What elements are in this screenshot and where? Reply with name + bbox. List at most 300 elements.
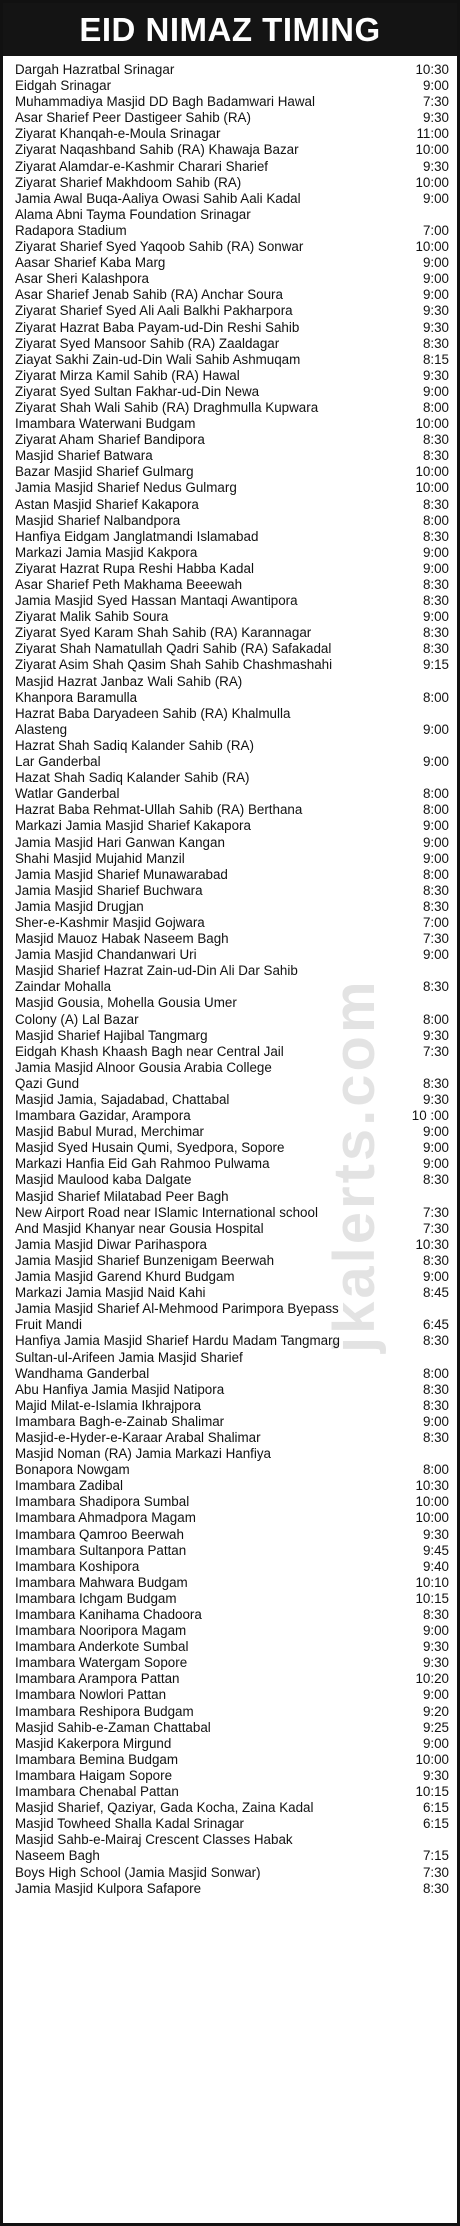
prayer-time: 9:00 — [422, 383, 449, 399]
prayer-time: 8:30 — [422, 335, 449, 351]
timing-row — [15, 754, 449, 770]
prayer-time: 10 :00 — [411, 1108, 449, 1124]
timing-row — [15, 770, 449, 786]
venue-name: Alasteng — [15, 721, 68, 737]
timing-row — [15, 432, 449, 448]
venue-name: Asar Sheri Kalashpora — [15, 271, 149, 287]
timing-row — [15, 1865, 449, 1881]
timing-row — [15, 384, 449, 400]
prayer-time: 9:00 — [422, 190, 449, 206]
timing-row — [15, 1028, 449, 1044]
venue-name: Masjid-e-Hyder-e-Karaar Arabal Shalimar — [15, 1429, 261, 1445]
timing-row — [15, 448, 449, 464]
venue-name: Masjid Sharief Nalbandpora — [15, 512, 181, 528]
prayer-time: 8:30 — [422, 1880, 449, 1896]
prayer-time: 10:30 — [415, 62, 449, 77]
venue-name: Zaindar Mohalla — [15, 979, 112, 995]
venue-name: Jamia Masjid Sharief Munawarabad — [15, 866, 228, 882]
timing-row — [15, 1333, 449, 1349]
timing-row — [15, 1704, 449, 1720]
timing-row — [15, 1623, 449, 1639]
prayer-time: 9:30 — [422, 1092, 449, 1107]
prayer-time: 8:00 — [422, 866, 449, 882]
venue-name: Ziyarat Asim Shah Qasim Shah Sahib Chashmashahi — [15, 657, 333, 673]
venue-name: Ziyarat Shah Wali Sahib (RA) Draghmulla Kupwara — [15, 399, 319, 415]
timing-row — [15, 1559, 449, 1575]
timing-row — [15, 1832, 449, 1848]
venue-name: Jamia Awal Buqa-Aaliya Owasi Sahib Aali Kadal — [15, 190, 301, 206]
venue-name: Bazar Masjid Sharief Gulmarg — [15, 464, 194, 480]
venue-name: Hazrat Baba Rehmat-Ullah Sahib (RA) Berthana — [15, 802, 303, 818]
timing-row — [15, 1350, 449, 1366]
prayer-time: 8:00 — [422, 1365, 449, 1381]
prayer-time: 9:30 — [422, 158, 449, 174]
timing-row — [15, 1140, 449, 1156]
prayer-time: 7:00 — [422, 222, 449, 238]
prayer-time: 10:00 — [415, 174, 449, 190]
timing-row — [15, 416, 449, 432]
prayer-time: 10:15 — [415, 1590, 449, 1606]
prayer-time: 9:00 — [422, 721, 449, 737]
venue-name: Hanfiya Eidgam Janglatmandi Islamabad — [15, 528, 259, 544]
prayer-time: 6:15 — [422, 1800, 449, 1816]
timing-row — [15, 1881, 449, 1897]
timing-row — [15, 1221, 449, 1237]
timing-row — [15, 159, 449, 175]
venue-name: Imambara Watergam Sopore — [15, 1655, 188, 1671]
prayer-time: 9:00 — [422, 78, 449, 94]
timing-row — [15, 191, 449, 207]
prayer-time: 9:00 — [422, 754, 449, 770]
prayer-time: 9:00 — [422, 834, 449, 850]
timing-row — [15, 1012, 449, 1028]
venue-name: Naseem Bagh — [15, 1848, 100, 1864]
venue-name: Imambara Arampora Pattan — [15, 1671, 180, 1687]
venue-name: Dargah Hazratbal Srinagar — [15, 62, 175, 77]
timing-row — [15, 1156, 449, 1172]
prayer-time: 10:00 — [415, 1510, 449, 1526]
prayer-time: 8:30 — [422, 432, 449, 448]
prayer-time: 9:00 — [422, 255, 449, 271]
prayer-time: 8:30 — [422, 898, 449, 914]
prayer-time: 10:00 — [415, 1751, 449, 1767]
timing-row — [15, 1527, 449, 1543]
venue-name: Imambara Ichgam Budgam — [15, 1590, 177, 1606]
timing-row — [15, 657, 449, 673]
timing-row — [15, 336, 449, 352]
timing-row — [15, 1478, 449, 1494]
timing-row — [15, 1510, 449, 1526]
timing-row — [15, 1607, 449, 1623]
prayer-time: 9:40 — [422, 1558, 449, 1574]
venue-name: Hanfiya Jamia Masjid Sharief Hardu Madam Tangmarg — [15, 1333, 340, 1349]
timing-row — [15, 1124, 449, 1140]
venue-name: Imambara Koshipora — [15, 1558, 140, 1574]
prayer-time: 10:00 — [415, 142, 449, 158]
prayer-time: 10:15 — [415, 1784, 449, 1800]
watermark: jkalerts.com — [322, 978, 387, 1353]
venue-name: Jamia Masjid Kulpora Safapore — [15, 1880, 202, 1896]
prayer-time: 9:30 — [422, 1639, 449, 1655]
timing-row — [15, 1398, 449, 1414]
timing-row — [15, 1639, 449, 1655]
timing-row — [15, 722, 449, 738]
timing-row — [15, 352, 449, 368]
timing-row — [15, 1687, 449, 1703]
venue-name: Ziyarat Khanqah-e-Moula Srinagar — [15, 126, 221, 142]
prayer-time: 11:00 — [416, 126, 449, 142]
timing-row — [15, 1462, 449, 1478]
prayer-time: 7:30 — [422, 1220, 449, 1236]
timing-row — [15, 1044, 449, 1060]
prayer-time: 7:00 — [422, 914, 449, 930]
prayer-time: 10:00 — [415, 1494, 449, 1510]
venue-name: Masjid Sharief Hazrat Zain-ud-Din Ali Dar Sahib — [15, 963, 298, 979]
venue-name: Jamia Masjid Syed Hassan Mantaqi Awantipora — [15, 593, 298, 609]
venue-name: Jamia Masjid Hari Ganwan Kangan — [15, 834, 225, 850]
venue-name: Markazi Jamia Masjid Sharief Kakapora — [15, 818, 251, 834]
prayer-time: 8:30 — [422, 882, 449, 898]
prayer-time: 9:00 — [422, 560, 449, 576]
prayer-time: 9:00 — [422, 1687, 449, 1703]
venue-name: Abu Hanfiya Jamia Masjid Natipora — [15, 1381, 225, 1397]
prayer-time: 8:00 — [422, 1462, 449, 1478]
venue-name: Jamia Masjid Diwar Parihaspora — [15, 1236, 208, 1252]
venue-name: Radapora Stadium — [15, 222, 127, 238]
venue-name: Ziyarat Alamdar-e-Kashmir Charari Sharief — [15, 158, 269, 174]
venue-name: Masjid Sahib-e-Zaman Chattabal — [15, 1719, 211, 1735]
prayer-time: 8:30 — [422, 1333, 449, 1349]
prayer-time: 8:30 — [422, 1381, 449, 1397]
timing-row — [15, 1494, 449, 1510]
timing-row — [15, 126, 449, 142]
timing-row — [15, 239, 449, 255]
prayer-time: 8:30 — [422, 1607, 449, 1622]
venue-name: Majid Milat-e-Islamia Ikhrajpora — [15, 1397, 202, 1413]
venue-name: New Airport Road near ISlamic International school — [15, 1204, 318, 1220]
venue-name: Jamia Masjid Chandanwari Uri — [15, 947, 197, 963]
prayer-time: 9:30 — [422, 303, 449, 319]
prayer-time: 6:15 — [422, 1816, 449, 1832]
venue-name: Ziyarat Aham Sharief Bandipora — [15, 432, 205, 448]
prayer-time: 9:00 — [422, 1269, 449, 1285]
prayer-time: 8:30 — [422, 496, 449, 512]
venue-name: Boys High School (Jamia Masjid Sonwar) — [15, 1864, 261, 1880]
prayer-time: 10:10 — [415, 1574, 449, 1590]
venue-name: Masjid Kakerpora Mirgund — [15, 1735, 172, 1751]
venue-name: Masjid Sharief Hajibal Tangmarg — [15, 1027, 208, 1043]
venue-name: Qazi Gund — [15, 1075, 80, 1091]
timing-row — [15, 1671, 449, 1687]
venue-name: Markazi Hanfia Eid Gah Rahmoo Pulwama — [15, 1156, 270, 1172]
timing-row — [15, 1736, 449, 1752]
prayer-time: 7:30 — [422, 1043, 449, 1059]
prayer-time: 9:15 — [422, 657, 449, 673]
venue-name: Imambara Bagh-e-Zainab Shalimar — [15, 1413, 225, 1429]
venue-name: Asar Sharief Jenab Sahib (RA) Anchar Soura — [15, 287, 283, 303]
venue-name: Ziyarat Shah Namatullah Qadri Sahib (RA) Safakadal — [15, 641, 332, 657]
venue-name: Masjid Sahb-e-Mairaj Crescent Classes Habak — [15, 1832, 293, 1848]
timing-row — [15, 1800, 449, 1816]
venue-name: Masjid Babul Murad, Merchimar — [15, 1124, 205, 1140]
prayer-time: 6:45 — [422, 1317, 449, 1333]
venue-name: Jamia Masjid Sharief Al-Mehmood Parimpora Byepass — [15, 1301, 339, 1317]
timing-row — [15, 529, 449, 545]
timing-row — [15, 915, 449, 931]
timing-row — [15, 1285, 449, 1301]
timing-row — [15, 561, 449, 577]
timing-row — [15, 786, 449, 802]
prayer-time: 8:30 — [422, 577, 449, 592]
prayer-time: 8:30 — [422, 1429, 449, 1445]
venue-name: Ziayat Sakhi Zain-ud-Din Wali Sahib Ashmuqam — [15, 351, 301, 367]
venue-name: Markazi Jamia Masjid Naid Kahi — [15, 1285, 206, 1301]
prayer-time: 8:30 — [422, 1172, 449, 1188]
venue-name: Ziyarat Syed Sultan Fakhar-ud-Din Newa — [15, 383, 260, 399]
timing-row — [15, 641, 449, 657]
prayer-time: 8:15 — [422, 351, 449, 367]
timing-row — [15, 287, 449, 303]
venue-name: Wandhama Ganderbal — [15, 1365, 150, 1381]
prayer-time: 10:00 — [415, 464, 449, 480]
venue-name: Ziyarat Sharief Syed Ali Aali Balkhi Pakharpora — [15, 303, 293, 319]
venue-name: Hazat Shah Sadiq Kalander Sahib (RA) — [15, 770, 250, 786]
timing-row — [15, 706, 449, 722]
venue-name: Masjid Towheed Shalla Kadal Srinagar — [15, 1816, 245, 1832]
venue-name: Ziyarat Hazrat Baba Payam-ud-Din Reshi Sahib — [15, 319, 300, 335]
venue-name: Asar Sharief Peth Makhama Beeewah — [15, 577, 243, 592]
venue-name: Lar Ganderbal — [15, 754, 101, 770]
timing-row — [15, 963, 449, 979]
venue-name: Alama Abni Tayma Foundation Srinagar — [15, 206, 251, 222]
venue-name: Ziyarat Malik Sahib Soura — [15, 609, 169, 625]
timing-row — [15, 1269, 449, 1285]
timing-row — [15, 320, 449, 336]
timing-row — [15, 1430, 449, 1446]
prayer-time: 9:30 — [422, 367, 449, 383]
venue-name: Hazrat Baba Daryadeen Sahib (RA) Khalmulla — [15, 705, 291, 721]
timing-row — [15, 464, 449, 480]
venue-name: Jamia Masjid Sharief Bunzenigam Beerwah — [15, 1252, 275, 1268]
prayer-time: 9:00 — [422, 1140, 449, 1156]
prayer-time: 8:00 — [422, 802, 449, 818]
timing-row — [15, 690, 449, 706]
prayer-time: 8:30 — [422, 448, 449, 464]
timing-row — [15, 577, 449, 593]
prayer-time: 7:30 — [422, 931, 449, 947]
page-title: EID NIMAZ TIMING — [3, 3, 457, 56]
venue-name: Muhammadiya Masjid DD Bagh Badamwari Hawal — [15, 94, 315, 110]
timing-row — [15, 1575, 449, 1591]
venue-name: Aasar Sharief Kaba Marg — [15, 255, 166, 271]
venue-name: Bonapora Nowgam — [15, 1462, 130, 1478]
timing-row — [15, 368, 449, 384]
timing-row — [15, 947, 449, 963]
timing-row — [15, 1848, 449, 1864]
prayer-time: 9:00 — [422, 1156, 449, 1172]
timing-row — [15, 480, 449, 496]
venue-name: Hazrat Shah Sadiq Kalander Sahib (RA) — [15, 737, 254, 753]
venue-name: Ziyarat Mirza Kamil Sahib (RA) Hawal — [15, 367, 240, 383]
prayer-time: 10:00 — [415, 480, 449, 496]
prayer-time: 8:00 — [422, 1011, 449, 1027]
prayer-time: 8:00 — [422, 786, 449, 802]
venue-name: Masjid Gousia, Mohella Gousia Umer — [15, 995, 237, 1011]
venue-name: Masjid Maulood kaba Dalgate — [15, 1172, 192, 1188]
timing-row — [15, 1752, 449, 1768]
prayer-time: 9:00 — [422, 1623, 449, 1639]
prayer-time: 7:30 — [422, 94, 449, 110]
timing-row — [15, 818, 449, 834]
timing-row — [15, 931, 449, 947]
prayer-time: 7:30 — [422, 1864, 449, 1880]
timing-row — [15, 1060, 449, 1076]
venue-name: Imambara Bemina Budgam — [15, 1751, 178, 1767]
timing-row — [15, 497, 449, 513]
prayer-time: 9:00 — [422, 947, 449, 963]
timing-row — [15, 400, 449, 416]
venue-name: Jamia Masjid Sharief Buchwara — [15, 882, 203, 898]
timing-row — [15, 1108, 449, 1124]
venue-name: Imambara Zadibal — [15, 1478, 123, 1494]
venue-name: Astan Masjid Sharief Kakapora — [15, 496, 199, 512]
venue-name: Watlar Ganderbal — [15, 786, 120, 802]
timing-row — [15, 1720, 449, 1736]
timing-row — [15, 1366, 449, 1382]
venue-name: Sultan-ul-Arifeen Jamia Masjid Sharief — [15, 1349, 243, 1365]
prayer-time: 8:30 — [422, 1397, 449, 1413]
prayer-time: 8:30 — [422, 641, 449, 657]
timing-row — [15, 1655, 449, 1671]
timing-row — [15, 1253, 449, 1269]
timing-row — [15, 271, 449, 287]
venue-name: Masjid Sharief Milatabad Peer Bagh — [15, 1188, 229, 1204]
venue-name: Fruit Mandi — [15, 1317, 82, 1333]
prayer-time: 9:20 — [422, 1703, 449, 1719]
venue-name: Masjid Sharief Batwara — [15, 448, 153, 464]
prayer-time: 9:00 — [422, 850, 449, 866]
timing-row — [15, 609, 449, 625]
timing-row — [15, 1816, 449, 1832]
prayer-time: 9:00 — [422, 1413, 449, 1429]
prayer-time: 9:30 — [422, 110, 449, 126]
prayer-time: 9:00 — [422, 1124, 449, 1140]
timing-row — [15, 867, 449, 883]
venue-name: Ziyarat Syed Mansoor Sahib (RA) Zaaldagar — [15, 335, 280, 351]
prayer-time: 8:30 — [422, 625, 449, 641]
venue-name: Imambara Gazidar, Arampora — [15, 1108, 191, 1124]
prayer-time: 8:45 — [422, 1285, 449, 1301]
prayer-time: 8:30 — [422, 979, 449, 995]
venue-name: Jamia Masjid Drugjan — [15, 898, 144, 914]
timing-row — [15, 1317, 449, 1333]
venue-name: Imambara Nooripora Magam — [15, 1623, 187, 1639]
venue-name: Masjid Jamia, Sajadabad, Chattabal — [15, 1092, 230, 1107]
prayer-time: 9:45 — [422, 1542, 449, 1558]
timing-row — [15, 1446, 449, 1462]
prayer-time: 10:00 — [415, 416, 449, 432]
timing-row — [15, 255, 449, 271]
prayer-time: 9:25 — [422, 1719, 449, 1735]
venue-name: Ziyarat Naqashband Sahib (RA) Khawaja Bazar — [15, 142, 299, 158]
venue-name: Imambara Waterwani Budgam — [15, 416, 196, 432]
timing-row — [15, 207, 449, 223]
venue-name: Imambara Haigam Sopore — [15, 1767, 173, 1783]
prayer-time: 8:00 — [422, 689, 449, 705]
venue-name: Imambara Qamroo Beerwah — [15, 1526, 184, 1542]
timing-row — [15, 593, 449, 609]
prayer-time: 9:30 — [422, 1526, 449, 1542]
timing-list — [3, 56, 457, 1897]
prayer-time: 9:00 — [422, 287, 449, 303]
timing-row — [15, 995, 449, 1011]
venue-name: Imambara Shadipora Sumbal — [15, 1494, 190, 1510]
venue-name: Imambara Anderkote Sumbal — [15, 1639, 189, 1655]
prayer-time: 8:30 — [422, 1252, 449, 1268]
venue-name: And Masjid Khanyar near Gousia Hospital — [15, 1220, 264, 1236]
timing-row — [15, 175, 449, 191]
venue-name: Ziyarat Syed Karam Shah Sahib (RA) Karannagar — [15, 625, 312, 641]
venue-name: Jamia Masjid Sharief Nedus Gulmarg — [15, 480, 237, 496]
venue-name: Jamia Masjid Alnoor Gousia Arabia College — [15, 1059, 272, 1075]
prayer-time: 9:30 — [422, 1655, 449, 1671]
timing-row — [15, 979, 449, 995]
prayer-time: 9:30 — [422, 319, 449, 335]
timing-row — [15, 1382, 449, 1398]
timing-row — [15, 1591, 449, 1607]
venue-name: Imambara Reshipora Budgam — [15, 1703, 194, 1719]
timing-row — [15, 78, 449, 94]
venue-name: Masjid Noman (RA) Jamia Markazi Hanfiya — [15, 1446, 271, 1462]
venue-name: Masjid Mauoz Habak Naseem Bagh — [15, 931, 229, 947]
venue-name: Ziyarat Sharief Syed Yaqoob Sahib (RA) Sonwar — [15, 239, 304, 255]
venue-name: Ziyarat Sharief Makhdoom Sahib (RA) — [15, 174, 242, 190]
timing-row — [15, 1189, 449, 1205]
prayer-time: 9:30 — [422, 1027, 449, 1043]
prayer-time: 10:00 — [415, 239, 449, 255]
timing-row — [15, 851, 449, 867]
prayer-time: 9:00 — [422, 1735, 449, 1751]
timing-row — [15, 835, 449, 851]
timing-row — [15, 1784, 449, 1800]
prayer-time: 9:00 — [422, 609, 449, 625]
venue-name: Eidgah Srinagar — [15, 78, 112, 94]
venue-name: Sher-e-Kashmir Masjid Gojwara — [15, 914, 205, 930]
timing-row — [15, 94, 449, 110]
venue-name: Eidgah Khash Khaash Bagh near Central Jail — [15, 1043, 284, 1059]
timing-row — [15, 1076, 449, 1092]
timing-row — [15, 1768, 449, 1784]
prayer-time: 8:00 — [422, 399, 449, 415]
timing-row — [15, 1092, 449, 1108]
timing-row — [15, 899, 449, 915]
prayer-time: 10:20 — [415, 1671, 449, 1687]
timing-row — [15, 674, 449, 690]
venue-name: Imambara Kanihama Chadoora — [15, 1607, 202, 1622]
prayer-time: 8:00 — [422, 512, 449, 528]
venue-name: Khanpora Baramulla — [15, 689, 138, 705]
prayer-time: 7:30 — [422, 1204, 449, 1220]
venue-name: Masjid Sharief, Qaziyar, Gada Kocha, Zaina Kadal — [15, 1800, 314, 1816]
prayer-time: 10:30 — [415, 1236, 449, 1252]
venue-name: Imambara Chenabal Pattan — [15, 1784, 179, 1800]
prayer-time: 10:30 — [415, 1478, 449, 1494]
venue-name: Masjid Hazrat Janbaz Wali Sahib (RA) — [15, 673, 243, 689]
timing-row — [15, 513, 449, 529]
timing-row — [15, 802, 449, 818]
prayer-time: 8:30 — [422, 1075, 449, 1091]
timing-row — [15, 738, 449, 754]
